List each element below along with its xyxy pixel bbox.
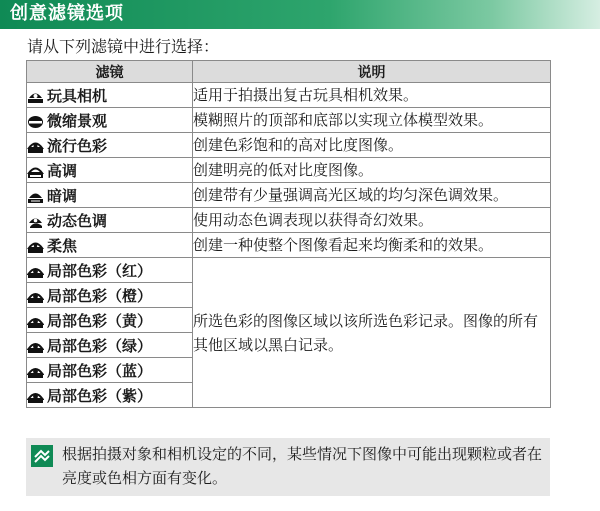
toy-camera-icon bbox=[27, 89, 44, 104]
filter-description: 创建明亮的低对比度图像。 bbox=[193, 158, 551, 183]
filter-name: 局部色彩（红） bbox=[47, 261, 153, 280]
filter-name-cell bbox=[27, 133, 193, 158]
filter-name-cell bbox=[27, 108, 193, 133]
partial-color-icon bbox=[27, 364, 44, 379]
table-row bbox=[27, 133, 551, 158]
table-header-row bbox=[27, 61, 551, 83]
filter-description: 创建一种使整个图像看起来均衡柔和的效果。 bbox=[193, 233, 551, 258]
low-key-icon bbox=[27, 189, 44, 204]
filter-name-cell bbox=[27, 333, 193, 358]
title-bar bbox=[0, 0, 600, 29]
filter-name-cell bbox=[27, 183, 193, 208]
soft-focus-icon bbox=[27, 239, 44, 254]
table-row bbox=[27, 183, 551, 208]
filter-description: 创建色彩饱和的高对比度图像。 bbox=[193, 133, 551, 158]
table-row bbox=[27, 233, 551, 258]
filter-description: 适用于拍摄出复古玩具相机效果。 bbox=[193, 83, 551, 108]
table-row bbox=[27, 83, 551, 108]
filter-name-cell bbox=[27, 158, 193, 183]
partial-color-icon bbox=[27, 389, 44, 404]
filter-description: 使用动态色调表现以获得奇幻效果。 bbox=[193, 208, 551, 233]
miniature-icon bbox=[27, 114, 44, 129]
filter-name: 局部色彩（橙） bbox=[47, 286, 153, 305]
filter-name-cell bbox=[27, 358, 193, 383]
filter-table bbox=[26, 60, 551, 408]
filter-name: 动态色调 bbox=[47, 211, 108, 230]
filter-name: 暗调 bbox=[47, 186, 78, 205]
filter-name-cell bbox=[27, 83, 193, 108]
partial-color-icon bbox=[27, 264, 44, 279]
filter-name-cell bbox=[27, 258, 193, 283]
partial-color-description: 所选色彩的图像区域以该所选色彩记录。图像的所有其他区域以黑白记录。 bbox=[193, 258, 551, 408]
partial-color-icon bbox=[27, 339, 44, 354]
column-header-description: 说明 bbox=[193, 61, 551, 83]
column-header-filter: 滤镜 bbox=[27, 61, 193, 83]
dynamic-tone-icon bbox=[27, 214, 44, 229]
filter-name-cell bbox=[27, 283, 193, 308]
intro-text: 请从下列滤镜中进行选择： bbox=[27, 37, 220, 56]
pop-color-icon bbox=[27, 139, 44, 154]
filter-name: 局部色彩（紫） bbox=[47, 386, 153, 405]
table-row bbox=[27, 108, 551, 133]
page-title: 创意滤镜选项 bbox=[10, 3, 124, 24]
filter-name: 局部色彩（蓝） bbox=[47, 361, 153, 380]
filter-name: 微缩景观 bbox=[47, 111, 108, 130]
note-box bbox=[26, 438, 550, 496]
table-row bbox=[27, 258, 551, 283]
high-key-icon bbox=[27, 164, 44, 179]
note-icon bbox=[30, 444, 54, 468]
filter-description: 创建带有少量强调高光区域的均匀深色调效果。 bbox=[193, 183, 551, 208]
filter-name: 局部色彩（黄） bbox=[47, 311, 153, 330]
filter-name-cell bbox=[27, 208, 193, 233]
filter-name: 局部色彩（绿） bbox=[47, 336, 153, 355]
filter-name-cell bbox=[27, 233, 193, 258]
filter-description: 模糊照片的顶部和底部以实现立体模型效果。 bbox=[193, 108, 551, 133]
note-text: 根据拍摄对象和相机设定的不同，某些情况下图像中可能出现颗粒或者在亮度或色相方面有变化。 bbox=[62, 445, 543, 487]
filter-name-cell bbox=[27, 383, 193, 408]
filter-name: 流行色彩 bbox=[47, 136, 108, 155]
table-row bbox=[27, 208, 551, 233]
filter-name-cell bbox=[27, 308, 193, 333]
partial-color-icon bbox=[27, 289, 44, 304]
filter-name: 高调 bbox=[47, 161, 78, 180]
table-row bbox=[27, 158, 551, 183]
filter-name: 玩具相机 bbox=[47, 86, 108, 105]
filter-name: 柔焦 bbox=[47, 236, 78, 255]
partial-color-icon bbox=[27, 314, 44, 329]
